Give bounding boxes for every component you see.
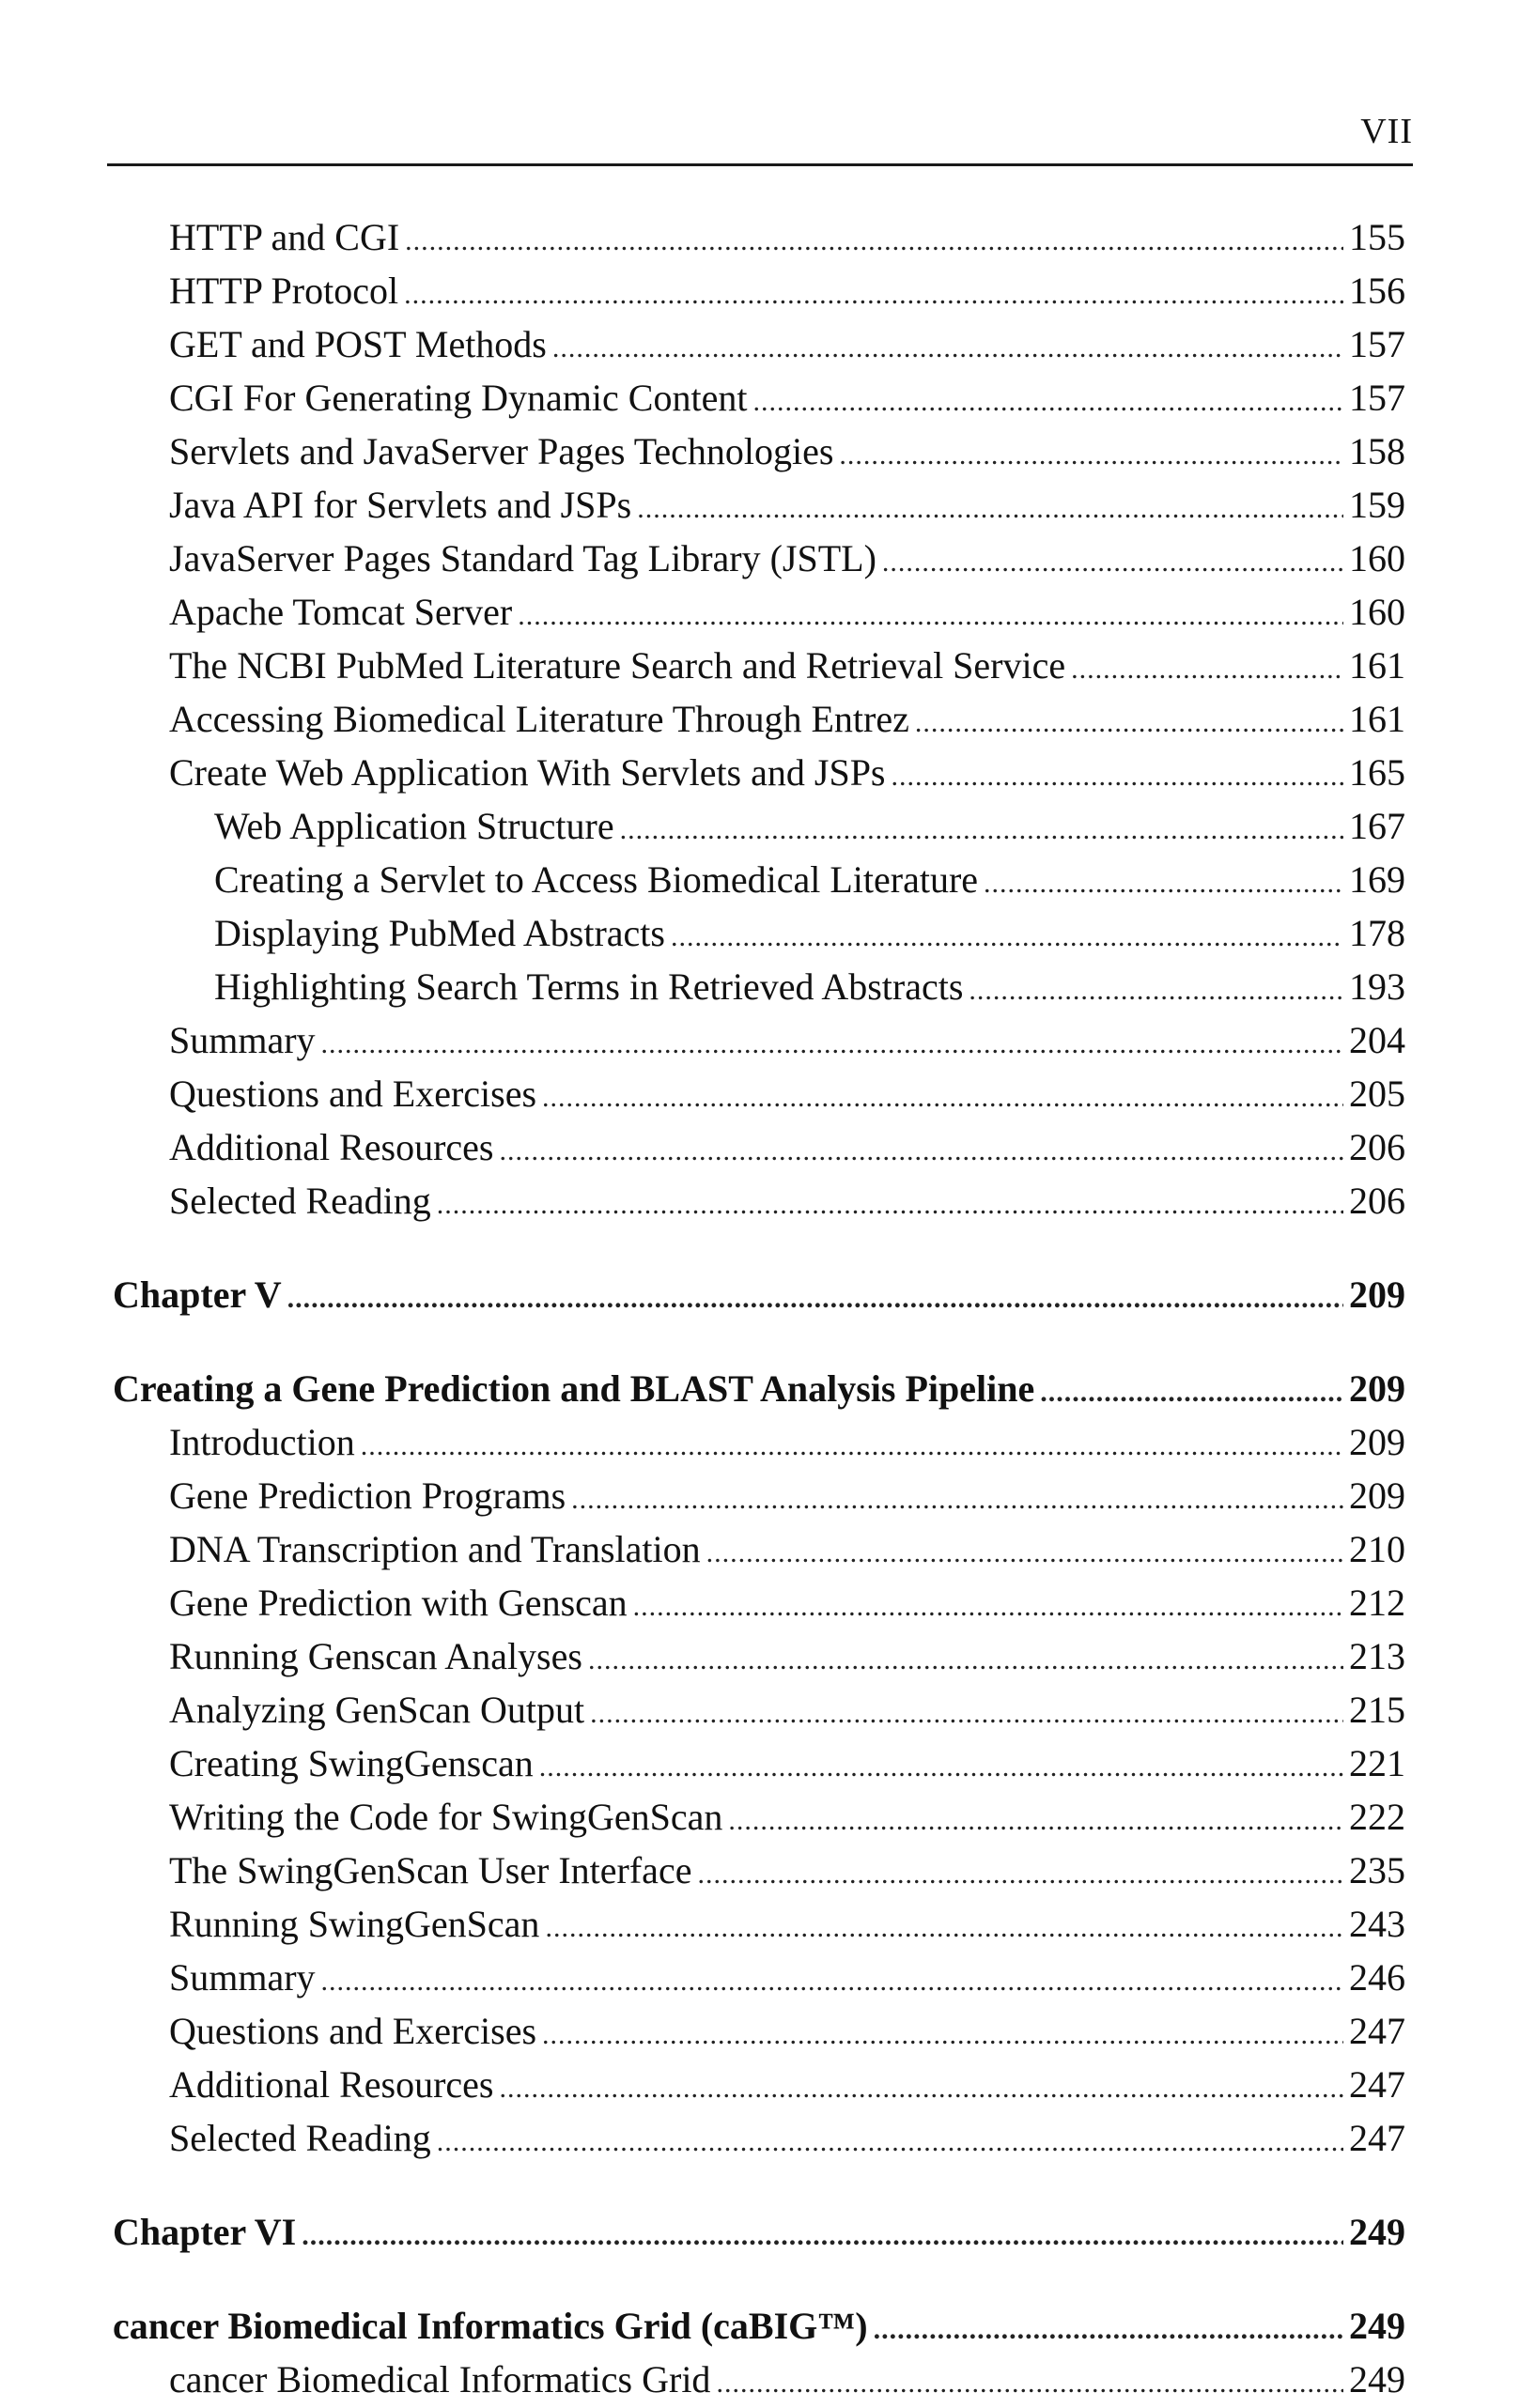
toc-entry-label: Additional Resources bbox=[169, 2063, 494, 2106]
toc-entry[interactable] bbox=[113, 641, 1405, 694]
toc-entry-page: 158 bbox=[1349, 430, 1405, 472]
toc-entry-label: HTTP and CGI bbox=[169, 216, 400, 258]
toc-entry-label: Additional Resources bbox=[169, 1126, 494, 1168]
leader-dots bbox=[302, 2211, 1343, 2261]
toc-entry-label: cancer Biomedical Informatics Grid bbox=[169, 2358, 711, 2400]
toc-entry-label: The SwingGenScan User Interface bbox=[169, 1849, 692, 1891]
toc-entry-label: Writing the Code for SwingGenScan bbox=[169, 1796, 723, 1838]
leader-dots bbox=[542, 2010, 1343, 2060]
toc-entry[interactable] bbox=[113, 266, 1405, 319]
leader-dots bbox=[637, 484, 1343, 533]
toc-entry-label: Gene Prediction Programs bbox=[169, 1474, 566, 1517]
leader-dots bbox=[437, 2117, 1343, 2167]
toc-entry[interactable] bbox=[113, 748, 1405, 801]
toc-chapter-heading[interactable] bbox=[113, 2207, 1405, 2261]
toc-entry-page: 215 bbox=[1349, 1689, 1405, 1731]
toc-entry[interactable] bbox=[113, 480, 1405, 533]
toc-entry-label: Summary bbox=[169, 1019, 316, 1061]
toc-entry-page: 221 bbox=[1349, 1742, 1405, 1784]
leader-dots bbox=[404, 270, 1343, 319]
toc-subentry[interactable] bbox=[113, 801, 1405, 855]
toc-entry-label: Apache Tomcat Server bbox=[169, 591, 513, 633]
chapter-label: Chapter VI bbox=[113, 2211, 297, 2253]
toc-entry-page: 159 bbox=[1349, 484, 1405, 526]
toc-entry-page: 161 bbox=[1349, 644, 1405, 687]
leader-dots bbox=[1071, 644, 1343, 694]
toc-entry-label: Java API for Servlets and JSPs bbox=[169, 484, 632, 526]
toc-entry[interactable] bbox=[113, 1471, 1405, 1524]
leader-dots bbox=[620, 805, 1343, 855]
toc-entry-page: 209 bbox=[1349, 1474, 1405, 1517]
toc-entry[interactable] bbox=[113, 319, 1405, 373]
leader-dots bbox=[671, 912, 1343, 962]
leader-dots bbox=[1040, 1367, 1343, 1417]
toc-entry[interactable] bbox=[113, 1685, 1405, 1738]
toc-entry-label: Web Application Structure bbox=[214, 805, 614, 847]
toc-entry-label: Selected Reading bbox=[169, 2117, 431, 2159]
toc-entry-page: 206 bbox=[1349, 1180, 1405, 1222]
toc-entry-page: 160 bbox=[1349, 591, 1405, 633]
toc-entry-page: 205 bbox=[1349, 1073, 1405, 1115]
chapter-label: Chapter V bbox=[113, 1273, 282, 1316]
leader-dots bbox=[892, 751, 1344, 801]
toc-entry-label: GET and POST Methods bbox=[169, 323, 547, 365]
toc-entry[interactable] bbox=[113, 2113, 1405, 2167]
leader-dots bbox=[716, 2358, 1343, 2408]
leader-dots bbox=[633, 1582, 1343, 1631]
chapter-title-label: Creating a Gene Prediction and BLAST Analysis Pipeline bbox=[113, 1367, 1035, 1410]
toc-entry-page: 178 bbox=[1349, 912, 1405, 954]
leader-dots bbox=[545, 1903, 1343, 1953]
toc-subentry[interactable] bbox=[113, 855, 1405, 908]
toc-entry-page: 209 bbox=[1349, 1421, 1405, 1463]
toc-entry-page: 165 bbox=[1349, 751, 1405, 794]
chapter-page: 249 bbox=[1349, 2211, 1405, 2253]
leader-dots bbox=[984, 858, 1343, 908]
toc-entry[interactable] bbox=[113, 1015, 1405, 1069]
toc-entry[interactable] bbox=[113, 1738, 1405, 1792]
leader-dots bbox=[915, 698, 1343, 748]
toc-entry-label: Displaying PubMed Abstracts bbox=[214, 912, 665, 954]
toc-entry-label: Creating a Servlet to Access Biomedical Literature bbox=[214, 858, 979, 901]
toc-entry[interactable] bbox=[113, 2060, 1405, 2113]
toc-entry-label: The NCBI PubMed Literature Search and Retrieval Service bbox=[169, 644, 1066, 687]
toc-entry-page: 157 bbox=[1349, 377, 1405, 419]
toc-entry-label: JavaServer Pages Standard Tag Library (JSTL) bbox=[169, 537, 876, 579]
toc-entry[interactable] bbox=[113, 1524, 1405, 1578]
leader-dots bbox=[882, 537, 1343, 587]
chapter-title-page: 209 bbox=[1349, 1367, 1405, 1410]
toc-entry[interactable] bbox=[113, 2006, 1405, 2060]
toc-entry-label: Summary bbox=[169, 1956, 316, 1999]
toc-entry[interactable] bbox=[113, 533, 1405, 587]
leader-dots bbox=[874, 2305, 1343, 2354]
toc-entry-page: 243 bbox=[1349, 1903, 1405, 1945]
leader-dots bbox=[697, 1849, 1343, 1899]
toc-entry[interactable] bbox=[113, 1845, 1405, 1899]
toc-entry-label: Running SwingGenScan bbox=[169, 1903, 540, 1945]
toc-subentry[interactable] bbox=[113, 962, 1405, 1015]
toc-entry-label: Introduction bbox=[169, 1421, 355, 1463]
leader-dots bbox=[969, 965, 1343, 1015]
toc-entry-label: Questions and Exercises bbox=[169, 1073, 537, 1115]
toc-entry[interactable] bbox=[113, 1631, 1405, 1685]
toc-entry-page: 213 bbox=[1349, 1635, 1405, 1677]
toc-entry-page: 167 bbox=[1349, 805, 1405, 847]
chapter-title-page: 249 bbox=[1349, 2305, 1405, 2347]
toc-entry-label: Highlighting Search Terms in Retrieved Abstracts bbox=[214, 965, 964, 1008]
toc-entry-label: Selected Reading bbox=[169, 1180, 431, 1222]
toc-entry-page: 249 bbox=[1349, 2358, 1405, 2400]
toc-entry[interactable] bbox=[113, 1417, 1405, 1471]
toc-entry-label: Accessing Biomedical Literature Through Entrez bbox=[169, 698, 909, 740]
toc-entry-page: 160 bbox=[1349, 537, 1405, 579]
leader-dots bbox=[590, 1689, 1343, 1738]
toc-entry-page: 206 bbox=[1349, 1126, 1405, 1168]
leader-dots bbox=[706, 1528, 1343, 1578]
toc-entry-page: 193 bbox=[1349, 965, 1405, 1008]
leader-dots bbox=[361, 1421, 1343, 1471]
toc-entry-label: CGI For Generating Dynamic Content bbox=[169, 377, 748, 419]
leader-dots bbox=[728, 1796, 1343, 1845]
toc-chapter-heading[interactable] bbox=[113, 1270, 1405, 1323]
toc-entry-label: Analyzing GenScan Output bbox=[169, 1689, 585, 1731]
leader-dots bbox=[321, 1956, 1343, 2006]
toc-entry[interactable] bbox=[113, 2354, 1405, 2408]
toc-entry-label: Questions and Exercises bbox=[169, 2010, 537, 2052]
page-number: VII bbox=[1360, 112, 1413, 151]
toc-entry-label: Running Genscan Analyses bbox=[169, 1635, 582, 1677]
chapter-title-label: cancer Biomedical Informatics Grid (caBIG™) bbox=[113, 2305, 868, 2347]
leader-dots bbox=[437, 1180, 1343, 1229]
leader-dots bbox=[518, 591, 1343, 641]
toc-entry-page: 204 bbox=[1349, 1019, 1405, 1061]
toc-entry-page: 156 bbox=[1349, 270, 1405, 312]
toc-entry-page: 212 bbox=[1349, 1582, 1405, 1624]
leader-dots bbox=[500, 1126, 1344, 1176]
toc-entry[interactable] bbox=[113, 1122, 1405, 1176]
toc-entry-page: 155 bbox=[1349, 216, 1405, 258]
toc-entry-label: Servlets and JavaServer Pages Technologies bbox=[169, 430, 834, 472]
toc-entry-label: Gene Prediction with Genscan bbox=[169, 1582, 628, 1624]
toc-entry[interactable] bbox=[113, 1176, 1405, 1229]
toc-entry[interactable] bbox=[113, 587, 1405, 641]
toc-subentry[interactable] bbox=[113, 908, 1405, 962]
toc-entry[interactable] bbox=[113, 426, 1405, 480]
toc-entry[interactable] bbox=[113, 1578, 1405, 1631]
toc-entry-label: Creating SwingGenscan bbox=[169, 1742, 534, 1784]
toc-entry-page: 247 bbox=[1349, 2117, 1405, 2159]
leader-dots bbox=[500, 2063, 1344, 2113]
leader-dots bbox=[539, 1742, 1343, 1792]
toc-entry-label: Create Web Application With Servlets and JSPs bbox=[169, 751, 886, 794]
toc-entry[interactable] bbox=[113, 1953, 1405, 2006]
leader-dots bbox=[321, 1019, 1343, 1069]
leader-dots bbox=[287, 1273, 1343, 1323]
leader-dots bbox=[571, 1474, 1343, 1524]
toc-entry[interactable] bbox=[113, 212, 1405, 266]
toc-entry-page: 247 bbox=[1349, 2063, 1405, 2106]
table-of-contents bbox=[113, 212, 1405, 2408]
header-rule bbox=[107, 163, 1413, 166]
leader-dots bbox=[839, 430, 1343, 480]
leader-dots bbox=[752, 377, 1343, 426]
toc-entry-page: 161 bbox=[1349, 698, 1405, 740]
toc-entry[interactable] bbox=[113, 373, 1405, 426]
toc-entry-label: HTTP Protocol bbox=[169, 270, 399, 312]
toc-entry[interactable] bbox=[113, 1899, 1405, 1953]
toc-entry-page: 157 bbox=[1349, 323, 1405, 365]
toc-entry-page: 222 bbox=[1349, 1796, 1405, 1838]
leader-dots bbox=[405, 216, 1343, 266]
toc-entry-page: 169 bbox=[1349, 858, 1405, 901]
leader-dots bbox=[588, 1635, 1343, 1685]
toc-entry[interactable] bbox=[113, 1069, 1405, 1122]
toc-entry-page: 246 bbox=[1349, 1956, 1405, 1999]
leader-dots bbox=[542, 1073, 1343, 1122]
toc-entry-page: 210 bbox=[1349, 1528, 1405, 1570]
toc-entry[interactable] bbox=[113, 1792, 1405, 1845]
toc-entry-page: 235 bbox=[1349, 1849, 1405, 1891]
leader-dots bbox=[552, 323, 1343, 373]
chapter-page: 209 bbox=[1349, 1273, 1405, 1316]
toc-entry-label: DNA Transcription and Translation bbox=[169, 1528, 701, 1570]
toc-chapter-title[interactable] bbox=[113, 1364, 1405, 1417]
toc-entry[interactable] bbox=[113, 694, 1405, 748]
toc-entry-page: 247 bbox=[1349, 2010, 1405, 2052]
toc-chapter-title[interactable] bbox=[113, 2301, 1405, 2354]
